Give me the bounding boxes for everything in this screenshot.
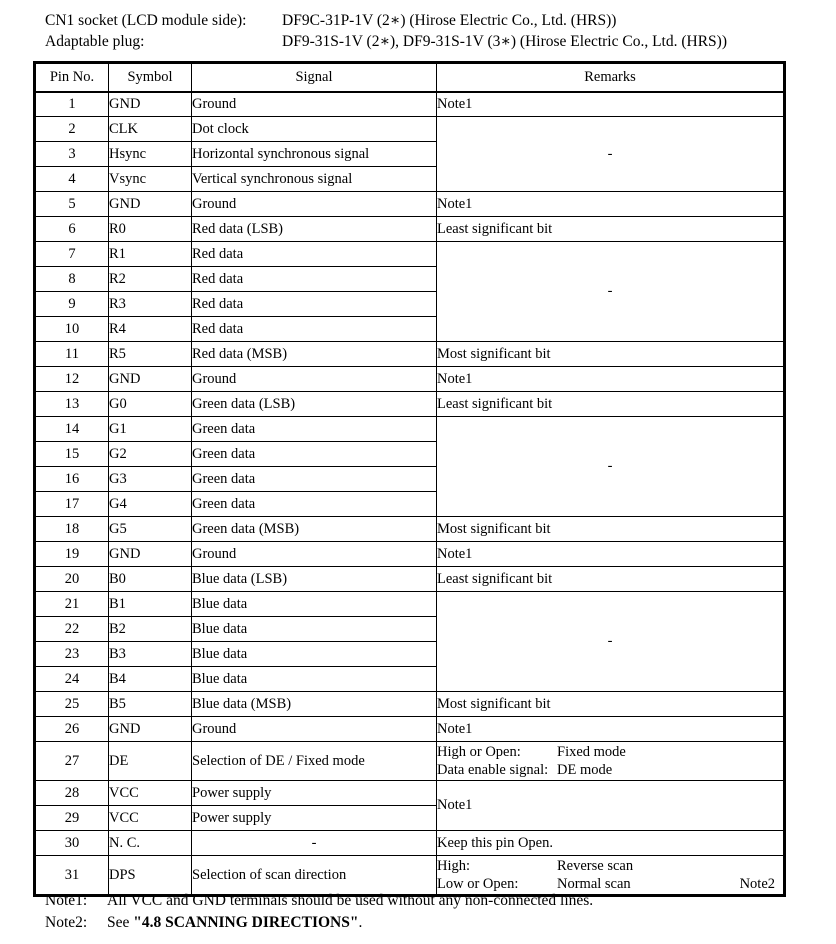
column-header-signal: Signal xyxy=(192,63,437,92)
connector-info-value: DF9C-31P-1V (2∗) (Hirose Electric Co., Ltd. (HRS)) xyxy=(282,12,617,29)
cell-symbol: B1 xyxy=(109,592,192,617)
cell-signal: Red data xyxy=(192,317,437,342)
cell-remarks: Note1 xyxy=(437,781,785,831)
cell-symbol: G2 xyxy=(109,442,192,467)
footnote-row xyxy=(45,912,805,934)
table-row xyxy=(35,831,785,856)
cell-signal: Green data (LSB) xyxy=(192,392,437,417)
footnote-label: Note1: xyxy=(45,892,88,909)
cell-symbol: R1 xyxy=(109,242,192,267)
cell-symbol: DPS xyxy=(109,856,192,896)
cell-pin-no: 12 xyxy=(35,367,109,392)
cell-signal: Blue data xyxy=(192,642,437,667)
cell-pin-no: 28 xyxy=(35,781,109,806)
column-header-symbol: Symbol xyxy=(109,63,192,92)
cell-pin-no: 26 xyxy=(35,717,109,742)
cell-symbol: DE xyxy=(109,742,192,781)
remark-result: Fixed mode xyxy=(557,744,626,760)
cell-symbol: GND xyxy=(109,192,192,217)
cell-symbol: R2 xyxy=(109,267,192,292)
cell-signal: Vertical synchronous signal xyxy=(192,167,437,192)
table-body xyxy=(35,92,785,896)
footnote-reference: "4.8 SCANNING DIRECTIONS" xyxy=(133,914,359,931)
cell-remarks: Note1 xyxy=(437,192,785,217)
cell-symbol: GND xyxy=(109,92,192,117)
cell-pin-no: 25 xyxy=(35,692,109,717)
cell-remarks: - xyxy=(437,242,785,342)
cell-remarks: Note1 xyxy=(437,92,785,117)
connector-info-value: DF9-31S-1V (2∗), DF9-31S-1V (3∗) (Hirose Electric Co., Ltd. (HRS)) xyxy=(282,33,727,50)
cell-remarks: - xyxy=(437,117,785,192)
cell-symbol: Vsync xyxy=(109,167,192,192)
cell-remarks: Least significant bit xyxy=(437,217,785,242)
cell-signal: Ground xyxy=(192,367,437,392)
cell-remarks: Least significant bit xyxy=(437,392,785,417)
cell-signal: Ground xyxy=(192,717,437,742)
cell-signal: - xyxy=(192,831,437,856)
table-row xyxy=(35,92,785,117)
footnote-row xyxy=(45,890,805,912)
table-row xyxy=(35,367,785,392)
table-row xyxy=(35,542,785,567)
cell-remarks: Least significant bit xyxy=(437,567,785,592)
cell-pin-no: 5 xyxy=(35,192,109,217)
cell-pin-no: 21 xyxy=(35,592,109,617)
cell-symbol: B4 xyxy=(109,667,192,692)
cell-symbol: GND xyxy=(109,542,192,567)
cell-pin-no: 18 xyxy=(35,517,109,542)
table-row xyxy=(35,417,785,442)
cell-remarks: - xyxy=(437,592,785,692)
cell-signal: Green data xyxy=(192,467,437,492)
cell-signal: Ground xyxy=(192,192,437,217)
cell-symbol: R0 xyxy=(109,217,192,242)
cell-pin-no: 19 xyxy=(35,542,109,567)
column-header-pin-no: Pin No. xyxy=(35,63,109,92)
cell-symbol: GND xyxy=(109,367,192,392)
cell-symbol: B5 xyxy=(109,692,192,717)
cell-pin-no: 16 xyxy=(35,467,109,492)
footnote-text-prefix: See xyxy=(107,914,134,931)
cell-signal: Red data xyxy=(192,242,437,267)
cell-signal: Dot clock xyxy=(192,117,437,142)
cell-symbol: G0 xyxy=(109,392,192,417)
cell-pin-no: 3 xyxy=(35,142,109,167)
table-row xyxy=(35,592,785,617)
cell-pin-no: 1 xyxy=(35,92,109,117)
cell-pin-no: 22 xyxy=(35,617,109,642)
remark-result: Normal scan xyxy=(557,876,631,892)
cell-signal: Horizontal synchronous signal xyxy=(192,142,437,167)
cell-remarks: Most significant bit xyxy=(437,342,785,367)
cell-pin-no: 9 xyxy=(35,292,109,317)
cell-signal: Red data xyxy=(192,267,437,292)
connector-info-label: CN1 socket (LCD module side): xyxy=(45,12,247,29)
pin-assignment-table xyxy=(33,61,786,897)
cell-pin-no: 6 xyxy=(35,217,109,242)
table-row xyxy=(35,781,785,806)
cell-symbol: G4 xyxy=(109,492,192,517)
table-row xyxy=(35,192,785,217)
cell-symbol: B3 xyxy=(109,642,192,667)
cell-signal: Red data (MSB) xyxy=(192,342,437,367)
cell-pin-no: 24 xyxy=(35,667,109,692)
cell-remarks: Note1 xyxy=(437,542,785,567)
cell-symbol: G1 xyxy=(109,417,192,442)
table-row xyxy=(35,342,785,367)
cell-remarks: Note1 xyxy=(437,367,785,392)
cell-pin-no: 17 xyxy=(35,492,109,517)
cell-symbol: B0 xyxy=(109,567,192,592)
cell-symbol: B2 xyxy=(109,617,192,642)
cell-remarks: - xyxy=(437,417,785,517)
cell-signal: Blue data xyxy=(192,667,437,692)
cell-pin-no: 10 xyxy=(35,317,109,342)
cell-signal: Red data (LSB) xyxy=(192,217,437,242)
cell-signal: Blue data (LSB) xyxy=(192,567,437,592)
remark-condition: High or Open: xyxy=(437,744,521,760)
remark-condition: High: xyxy=(437,858,471,874)
cell-remarks: Most significant bit xyxy=(437,692,785,717)
cell-pin-no: 23 xyxy=(35,642,109,667)
cell-pin-no: 4 xyxy=(35,167,109,192)
cell-symbol: G5 xyxy=(109,517,192,542)
table-row xyxy=(35,217,785,242)
cell-signal: Power supply xyxy=(192,806,437,831)
remark-line xyxy=(437,743,783,761)
cell-signal: Green data xyxy=(192,417,437,442)
footnotes-block xyxy=(45,890,805,934)
cell-signal: Green data xyxy=(192,492,437,517)
cell-signal: Blue data xyxy=(192,617,437,642)
cell-signal: Ground xyxy=(192,92,437,117)
cell-symbol: R3 xyxy=(109,292,192,317)
table-row xyxy=(35,117,785,142)
cell-signal: Ground xyxy=(192,542,437,567)
cell-pin-no: 14 xyxy=(35,417,109,442)
cell-symbol: CLK xyxy=(109,117,192,142)
column-header-remarks: Remarks xyxy=(437,63,785,92)
cell-signal: Selection of scan direction xyxy=(192,856,437,896)
cell-pin-no: 2 xyxy=(35,117,109,142)
cell-pin-no: 20 xyxy=(35,567,109,592)
cell-signal: Green data (MSB) xyxy=(192,517,437,542)
cell-signal: Green data xyxy=(192,442,437,467)
cell-symbol: VCC xyxy=(109,806,192,831)
table-row xyxy=(35,517,785,542)
cell-pin-no: 27 xyxy=(35,742,109,781)
cell-signal: Blue data (MSB) xyxy=(192,692,437,717)
connector-info-row xyxy=(45,31,805,52)
remark-result: Reverse scan xyxy=(557,858,634,874)
table-header xyxy=(35,63,785,92)
cell-symbol: N. C. xyxy=(109,831,192,856)
cell-symbol: GND xyxy=(109,717,192,742)
footnote-text-suffix: . xyxy=(358,914,363,931)
cell-pin-no: 11 xyxy=(35,342,109,367)
table-row xyxy=(35,392,785,417)
connector-info-block xyxy=(45,10,805,52)
remark-line xyxy=(437,857,783,875)
cell-symbol: G3 xyxy=(109,467,192,492)
cell-signal: Power supply xyxy=(192,781,437,806)
cell-symbol: VCC xyxy=(109,781,192,806)
cell-signal: Blue data xyxy=(192,592,437,617)
cell-signal: Selection of DE / Fixed mode xyxy=(192,742,437,781)
remark-condition: Data enable signal: xyxy=(437,762,549,778)
remark-line xyxy=(437,761,783,779)
cell-remarks: Most significant bit xyxy=(437,517,785,542)
remark-condition: Low or Open: xyxy=(437,876,519,892)
cell-pin-no: 31 xyxy=(35,856,109,896)
cell-remarks xyxy=(437,742,785,781)
connector-info-row xyxy=(45,10,805,31)
cell-pin-no: 13 xyxy=(35,392,109,417)
cell-pin-no: 15 xyxy=(35,442,109,467)
footnote-text: All VCC and GND terminals should be used without any non-connected lines. xyxy=(107,892,594,909)
table-row xyxy=(35,742,785,781)
cell-pin-no: 30 xyxy=(35,831,109,856)
table-row xyxy=(35,717,785,742)
remark-note-ref: Note2 xyxy=(739,876,775,892)
remark-result: DE mode xyxy=(557,762,613,778)
cell-symbol: R5 xyxy=(109,342,192,367)
table-header-row xyxy=(35,63,785,92)
footnote-label: Note2: xyxy=(45,914,88,931)
table-row xyxy=(35,567,785,592)
cell-pin-no: 7 xyxy=(35,242,109,267)
cell-pin-no: 29 xyxy=(35,806,109,831)
cell-remarks: Note1 xyxy=(437,717,785,742)
cell-pin-no: 8 xyxy=(35,267,109,292)
footnote-text xyxy=(107,912,805,934)
cell-signal: Red data xyxy=(192,292,437,317)
cell-symbol: Hsync xyxy=(109,142,192,167)
table-row xyxy=(35,242,785,267)
cell-symbol: R4 xyxy=(109,317,192,342)
cell-remarks: Keep this pin Open. xyxy=(437,831,785,856)
table-row xyxy=(35,692,785,717)
connector-info-label: Adaptable plug: xyxy=(45,33,145,50)
